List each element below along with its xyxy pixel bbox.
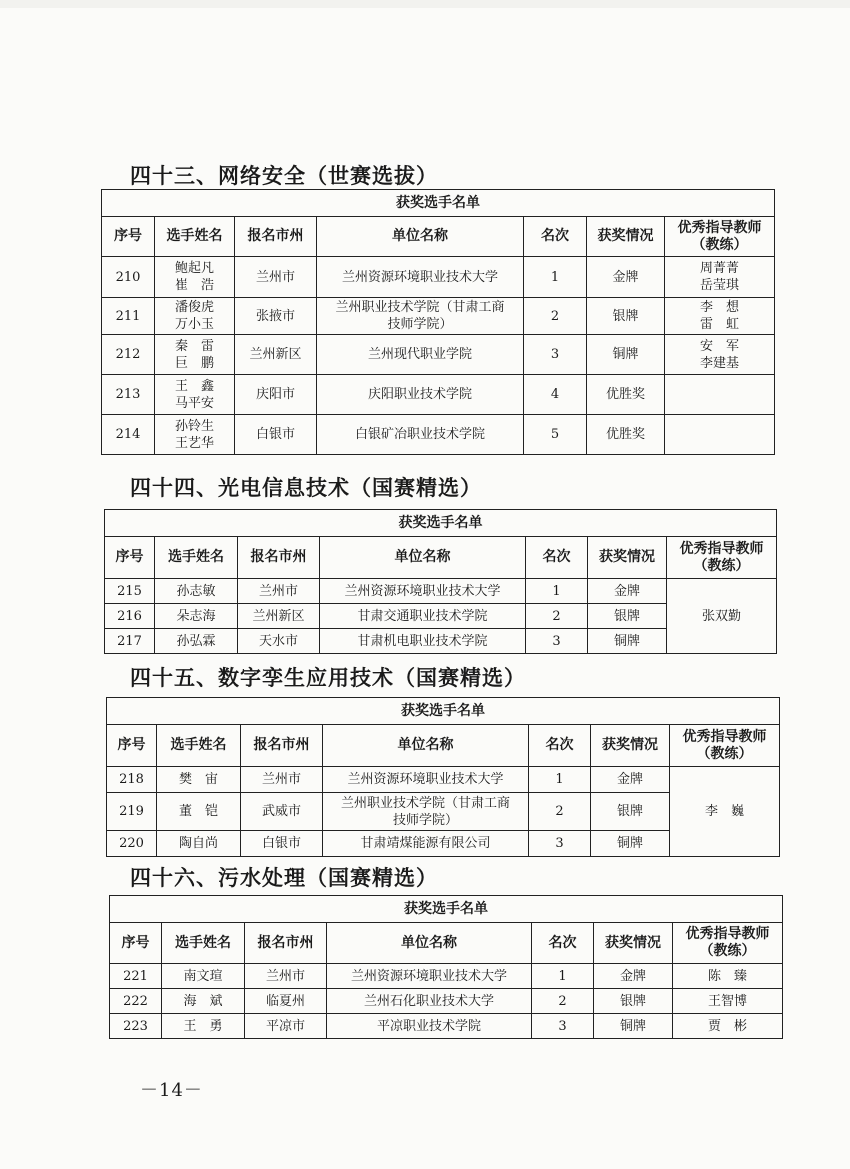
header-unit: 单位名称 xyxy=(320,537,526,579)
header-seq: 序号 xyxy=(110,923,162,964)
row-seq: 212 xyxy=(102,335,155,375)
row-unit: 兰州资源环境职业技术大学 xyxy=(327,964,532,989)
header-city: 报名市州 xyxy=(235,217,317,257)
row-award: 银牌 xyxy=(591,793,670,831)
row-award: 金牌 xyxy=(587,257,665,298)
row-names: 海 斌 xyxy=(162,989,245,1014)
header-seq: 序号 xyxy=(102,217,155,257)
table-row xyxy=(110,964,783,989)
row-city: 兰州市 xyxy=(238,579,320,604)
row-city: 兰州市 xyxy=(235,257,317,298)
row-rank: 3 xyxy=(526,629,588,654)
header-city: 报名市州 xyxy=(245,923,327,964)
row-names: 孙志敏 xyxy=(155,579,238,604)
table-row xyxy=(102,375,775,415)
header-unit: 单位名称 xyxy=(327,923,532,964)
header-rank: 名次 xyxy=(529,725,591,767)
row-rank: 1 xyxy=(532,964,594,989)
row-names: 王 鑫 马平安 xyxy=(155,375,235,415)
row-seq: 219 xyxy=(107,793,157,831)
row-seq: 223 xyxy=(110,1014,162,1039)
header-teacher: 优秀指导教师 （教练） xyxy=(667,537,777,579)
table-row xyxy=(110,1014,783,1039)
table-row xyxy=(102,335,775,375)
table-header-row xyxy=(110,923,783,964)
row-city: 平凉市 xyxy=(245,1014,327,1039)
row-unit: 平凉职业技术学院 xyxy=(327,1014,532,1039)
row-seq: 218 xyxy=(107,767,157,793)
table-row xyxy=(110,989,783,1014)
row-names: 南文瑄 xyxy=(162,964,245,989)
row-seq: 213 xyxy=(102,375,155,415)
row-city: 庆阳市 xyxy=(235,375,317,415)
header-seq: 序号 xyxy=(107,725,157,767)
row-unit: 兰州资源环境职业技术大学 xyxy=(323,767,529,793)
row-award: 银牌 xyxy=(587,298,665,335)
row-award: 金牌 xyxy=(591,767,670,793)
row-rank: 2 xyxy=(532,989,594,1014)
table-row xyxy=(102,415,775,455)
row-seq: 221 xyxy=(110,964,162,989)
award-table-43 xyxy=(101,189,775,455)
section-title-46: 四十六、污水处理（国赛精选） xyxy=(130,866,438,890)
row-unit: 甘肃机电职业技术学院 xyxy=(320,629,526,654)
row-teachers: 周菁菁 岳莹琪 xyxy=(665,257,775,298)
row-award: 银牌 xyxy=(594,989,673,1014)
row-award: 铜牌 xyxy=(587,335,665,375)
header-name: 选手姓名 xyxy=(155,537,238,579)
row-city: 白银市 xyxy=(241,831,323,857)
row-city: 兰州市 xyxy=(245,964,327,989)
header-award: 获奖情况 xyxy=(588,537,667,579)
row-city: 天水市 xyxy=(238,629,320,654)
table-row xyxy=(105,579,777,604)
row-unit: 兰州资源环境职业技术大学 xyxy=(317,257,524,298)
row-award: 金牌 xyxy=(594,964,673,989)
table-caption: 获奖选手名单 xyxy=(110,896,783,923)
row-names: 孙铃生 王艺华 xyxy=(155,415,235,455)
row-rank: 1 xyxy=(529,767,591,793)
table-caption: 获奖选手名单 xyxy=(107,698,780,725)
row-award: 铜牌 xyxy=(588,629,667,654)
row-teachers: 安 军 李建基 xyxy=(665,335,775,375)
award-table-44 xyxy=(104,509,777,654)
row-names: 鲍起凡 崔 浩 xyxy=(155,257,235,298)
row-rank: 4 xyxy=(524,375,587,415)
scan-edge xyxy=(0,0,850,8)
header-rank: 名次 xyxy=(524,217,587,257)
header-award: 获奖情况 xyxy=(587,217,665,257)
row-award: 铜牌 xyxy=(591,831,670,857)
row-city: 临夏州 xyxy=(245,989,327,1014)
row-seq: 217 xyxy=(105,629,155,654)
row-rank: 1 xyxy=(526,579,588,604)
table-row xyxy=(107,767,780,793)
row-names: 王 勇 xyxy=(162,1014,245,1039)
row-teachers: 李 想 雷 虹 xyxy=(665,298,775,335)
row-teachers xyxy=(665,415,775,455)
row-rank: 2 xyxy=(529,793,591,831)
row-rank: 2 xyxy=(524,298,587,335)
row-teachers: 李 巍 xyxy=(670,767,780,857)
row-unit: 甘肃交通职业技术学院 xyxy=(320,604,526,629)
row-award: 优胜奖 xyxy=(587,375,665,415)
row-seq: 216 xyxy=(105,604,155,629)
row-unit: 兰州职业技术学院（甘肃工商 技师学院） xyxy=(317,298,524,335)
table-header-row xyxy=(105,537,777,579)
table-caption: 获奖选手名单 xyxy=(102,190,775,217)
table-header-row xyxy=(102,217,775,257)
row-names: 孙弘霖 xyxy=(155,629,238,654)
row-unit: 白银矿冶职业技术学院 xyxy=(317,415,524,455)
header-rank: 名次 xyxy=(526,537,588,579)
header-city: 报名市州 xyxy=(238,537,320,579)
row-unit: 兰州职业技术学院（甘肃工商 技师学院） xyxy=(323,793,529,831)
header-unit: 单位名称 xyxy=(317,217,524,257)
row-unit: 庆阳职业技术学院 xyxy=(317,375,524,415)
row-city: 兰州新区 xyxy=(238,604,320,629)
row-award: 铜牌 xyxy=(594,1014,673,1039)
header-teacher: 优秀指导教师 （教练） xyxy=(673,923,783,964)
table-row xyxy=(102,257,775,298)
row-city: 兰州市 xyxy=(241,767,323,793)
row-rank: 2 xyxy=(526,604,588,629)
table-row xyxy=(102,298,775,335)
page-number: －14－ xyxy=(140,1080,203,1101)
row-seq: 220 xyxy=(107,831,157,857)
row-names: 董 铠 xyxy=(157,793,241,831)
header-award: 获奖情况 xyxy=(591,725,670,767)
row-unit: 兰州现代职业学院 xyxy=(317,335,524,375)
row-rank: 5 xyxy=(524,415,587,455)
header-teacher: 优秀指导教师 （教练） xyxy=(670,725,780,767)
row-rank: 3 xyxy=(529,831,591,857)
row-city: 白银市 xyxy=(235,415,317,455)
table-caption: 获奖选手名单 xyxy=(105,510,777,537)
row-rank: 1 xyxy=(524,257,587,298)
award-table-46 xyxy=(109,895,783,1039)
row-names: 秦 雷 巨 鹏 xyxy=(155,335,235,375)
row-award: 银牌 xyxy=(588,604,667,629)
row-teachers: 陈 臻 xyxy=(673,964,783,989)
row-city: 张掖市 xyxy=(235,298,317,335)
row-teachers xyxy=(665,375,775,415)
row-award: 优胜奖 xyxy=(587,415,665,455)
row-names: 陶自尚 xyxy=(157,831,241,857)
header-city: 报名市州 xyxy=(241,725,323,767)
header-rank: 名次 xyxy=(532,923,594,964)
header-teacher: 优秀指导教师 （教练） xyxy=(665,217,775,257)
row-names: 潘俊虎 万小玉 xyxy=(155,298,235,335)
award-table-45 xyxy=(106,697,780,857)
row-unit: 兰州资源环境职业技术大学 xyxy=(320,579,526,604)
table-header-row xyxy=(107,725,780,767)
row-rank: 3 xyxy=(524,335,587,375)
row-teachers: 王智博 xyxy=(673,989,783,1014)
row-seq: 214 xyxy=(102,415,155,455)
row-city: 兰州新区 xyxy=(235,335,317,375)
section-title-45: 四十五、数字孪生应用技术（国赛精选） xyxy=(130,666,526,690)
header-name: 选手姓名 xyxy=(162,923,245,964)
row-award: 金牌 xyxy=(588,579,667,604)
row-rank: 3 xyxy=(532,1014,594,1039)
row-seq: 215 xyxy=(105,579,155,604)
row-seq: 222 xyxy=(110,989,162,1014)
row-seq: 210 xyxy=(102,257,155,298)
header-name: 选手姓名 xyxy=(157,725,241,767)
section-title-44: 四十四、光电信息技术（国赛精选） xyxy=(130,476,482,500)
header-unit: 单位名称 xyxy=(323,725,529,767)
row-unit: 兰州石化职业技术大学 xyxy=(327,989,532,1014)
section-title-43: 四十三、网络安全（世赛选拔） xyxy=(130,164,438,188)
row-names: 樊 宙 xyxy=(157,767,241,793)
row-teachers: 贾 彬 xyxy=(673,1014,783,1039)
header-name: 选手姓名 xyxy=(155,217,235,257)
header-seq: 序号 xyxy=(105,537,155,579)
row-unit: 甘肃靖煤能源有限公司 xyxy=(323,831,529,857)
row-seq: 211 xyxy=(102,298,155,335)
row-city: 武威市 xyxy=(241,793,323,831)
row-teachers: 张双勤 xyxy=(667,579,777,654)
header-award: 获奖情况 xyxy=(594,923,673,964)
row-names: 朵志海 xyxy=(155,604,238,629)
